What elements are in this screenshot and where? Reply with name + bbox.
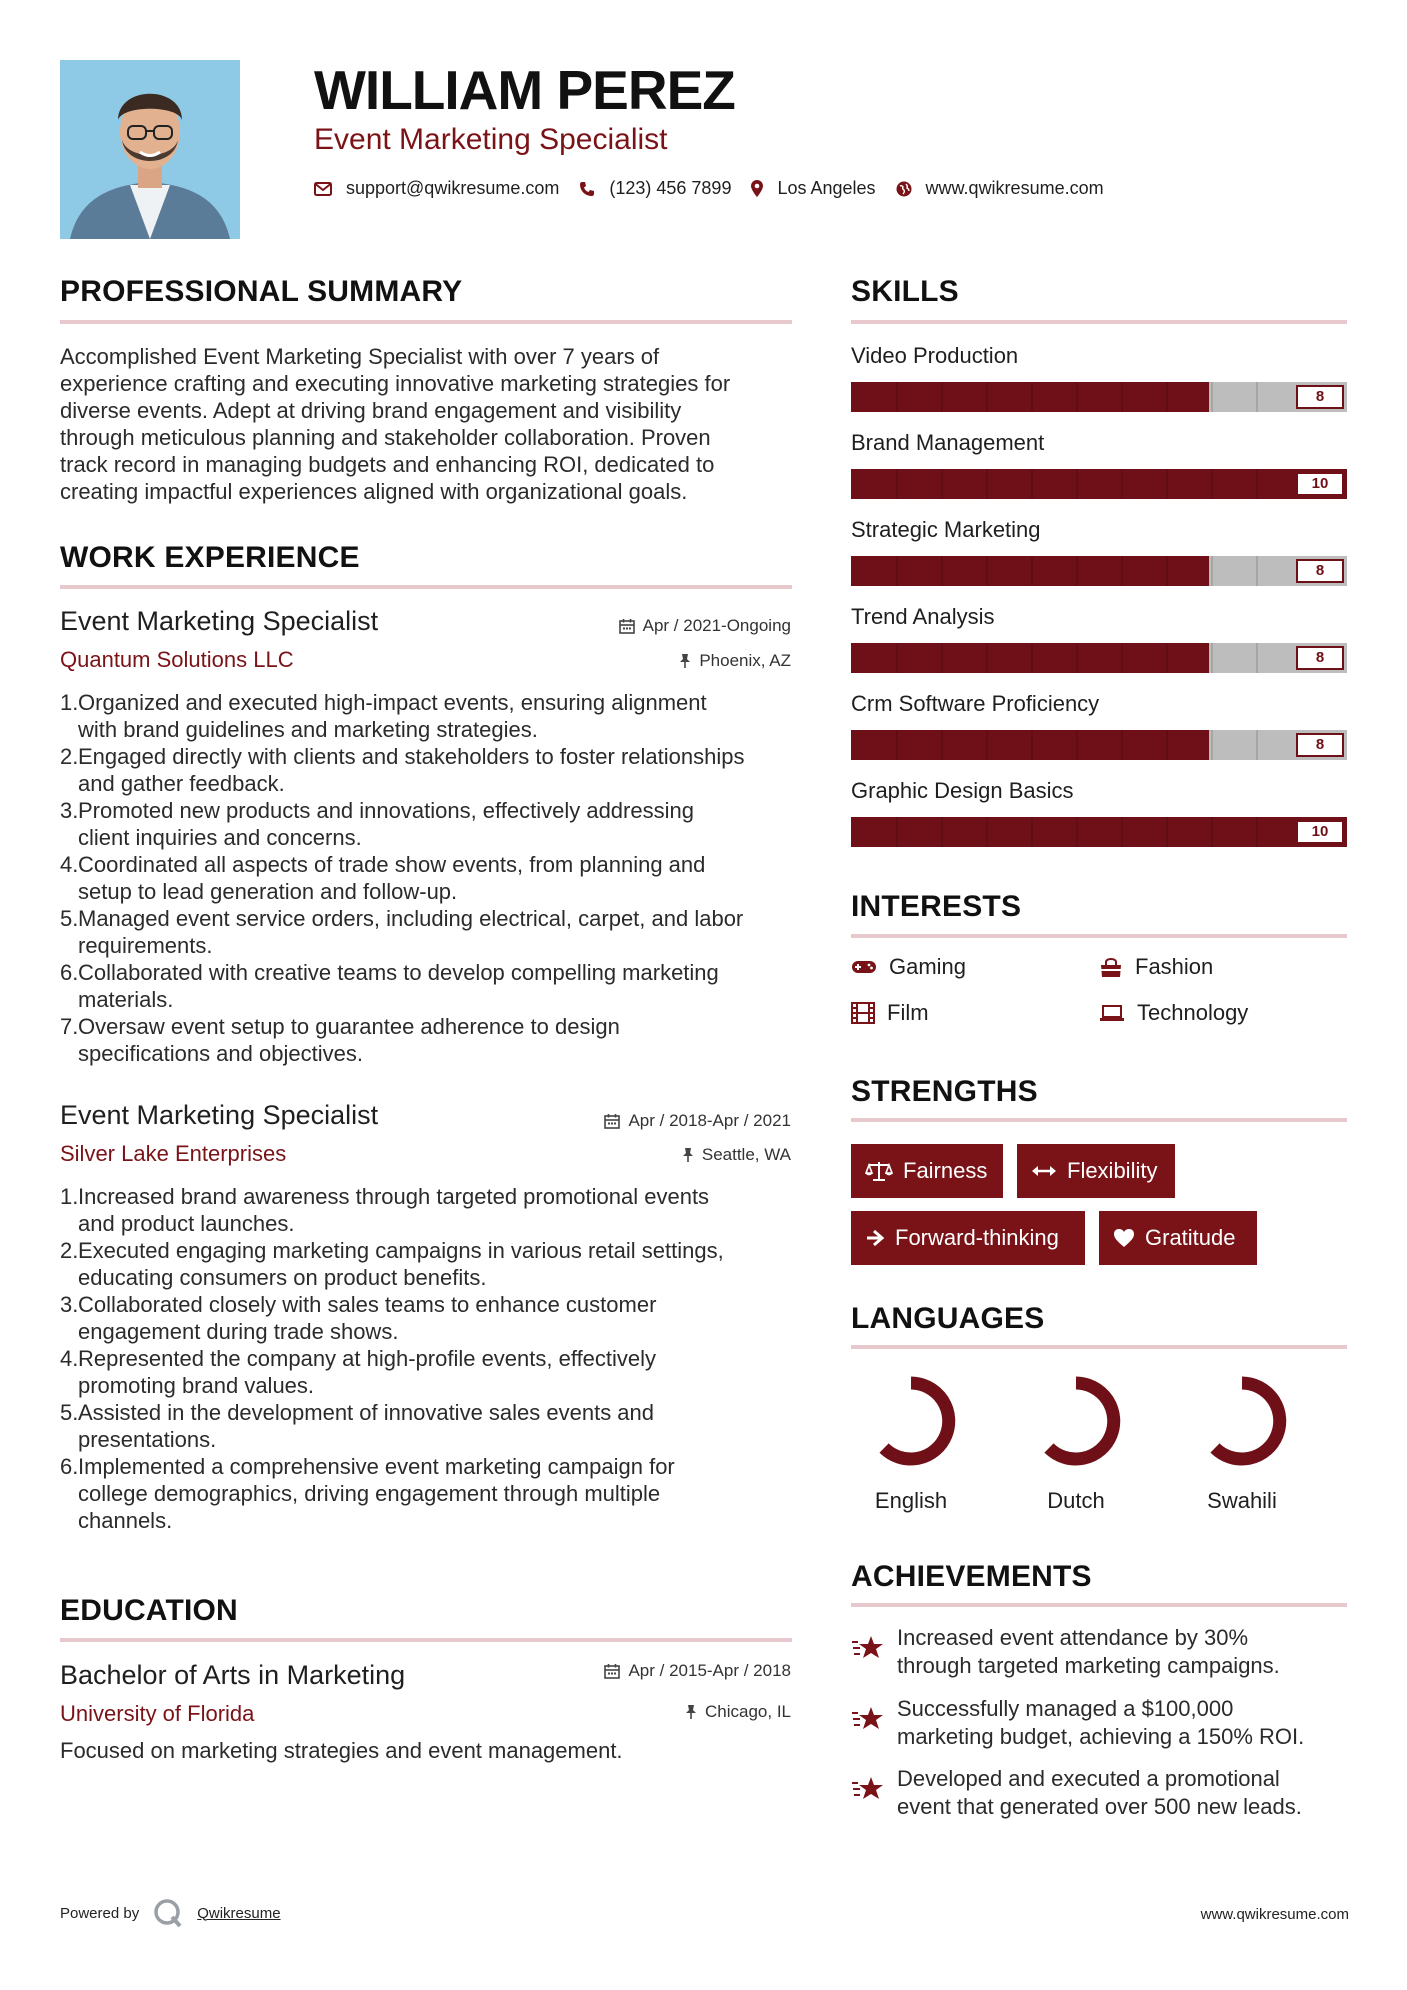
strength-fairness [851, 1144, 1003, 1198]
skill-bar-segment [1076, 730, 1078, 760]
skill-bar-segment [1211, 556, 1213, 586]
bullet-line: and gather feedback. [78, 771, 285, 796]
list-item: 4. Coordinated all aspects of trade show events, from planning and setup to lead generation and follow-up. [60, 852, 706, 904]
balance-scale-icon [865, 1160, 893, 1182]
summary-line: Accomplished Event Marketing Specialist with over 7 years of [60, 344, 660, 369]
summary-line: diverse events. Adept at driving brand engagement and visibility [60, 398, 682, 423]
bullet-line: Promoted new products and innovations, effectively addressing [78, 798, 694, 823]
skill-label: Video Production [851, 343, 1019, 368]
bullet-line: and product launches. [78, 1211, 295, 1236]
powered-by-text: Powered by [60, 1904, 140, 1922]
globe-icon [896, 181, 912, 197]
job-dates-text: Apr / 2018-Apr / 2021 [628, 1111, 791, 1130]
skill-bar-segment [896, 643, 898, 673]
skill-bar-segment [1166, 643, 1168, 673]
skill-bar-segment [1031, 469, 1033, 499]
bullet-line: Collaborated closely with sales teams to enhance customer [78, 1292, 657, 1317]
phone-text: (123) 456 7899 [609, 178, 732, 198]
skill-bar-segment [1211, 382, 1213, 412]
skill-level-badge: 10 [1296, 472, 1344, 496]
skill-bar-segment [896, 730, 898, 760]
shopping-bag-icon [1099, 956, 1123, 978]
skill-bar [851, 382, 1347, 412]
list-item: 4. Represented the company at high-profile events, effectively promoting brand values. [60, 1346, 657, 1398]
arrow-right-icon [865, 1229, 885, 1247]
arrows-horizontal-icon [1031, 1164, 1057, 1178]
skill-bar-segment [1031, 643, 1033, 673]
skill-bar [851, 469, 1347, 499]
experience-divider [60, 585, 792, 589]
skill-bar-segment [896, 556, 898, 586]
bullet-line: channels. [78, 1508, 173, 1533]
skill-bar-fill [851, 382, 1209, 412]
interest-gaming [851, 954, 966, 980]
achievement-line: Developed and executed a promotional [897, 1766, 1280, 1791]
skill-bar-segment [941, 817, 943, 847]
contact-phone[interactable] [579, 178, 731, 199]
job-location [682, 1145, 791, 1165]
degree-title: Bachelor of Arts in Marketing [60, 1660, 406, 1690]
summary-line: through meticulous planning and stakeholder collaboration. Proven [60, 425, 711, 450]
job-location [679, 651, 791, 671]
calendar-icon [604, 1113, 620, 1129]
summary-text [60, 343, 795, 505]
envelope-icon [314, 182, 332, 196]
star-icon [851, 1705, 885, 1733]
bullet-line: setup to lead generation and follow-up. [78, 879, 458, 904]
skill-bar-segment [1166, 469, 1168, 499]
calendar-icon [604, 1663, 620, 1679]
list-item: 5. Assisted in the development of innovative sales events and presentations. [60, 1400, 655, 1452]
job-company: Silver Lake Enterprises [60, 1141, 287, 1166]
list-item: 7. Oversaw event setup to guarantee adherence to design specifications and objectives. [60, 1014, 620, 1066]
language-english [856, 1373, 966, 1514]
language-label: Dutch [1047, 1488, 1105, 1513]
skill-label: Strategic Marketing [851, 517, 1041, 542]
achievement-line: event that generated over 500 new leads. [897, 1794, 1302, 1819]
location-text: Los Angeles [777, 178, 876, 198]
education-heading: EDUCATION [60, 1594, 238, 1627]
experience-heading: WORK EXPERIENCE [60, 541, 360, 574]
contact-bar [314, 178, 1124, 199]
skill-bar-segment [1031, 730, 1033, 760]
list-item: 3. Promoted new products and innovations, effectively addressing client inquiries and concerns. [60, 798, 694, 850]
heart-icon [1113, 1228, 1135, 1248]
pin-icon [685, 1704, 697, 1720]
education-dates [604, 1661, 791, 1681]
skill-label: Crm Software Proficiency [851, 691, 1100, 716]
skill-bar-segment [1211, 643, 1213, 673]
achievement-item [851, 1695, 1351, 1751]
bullet-line: presentations. [78, 1427, 217, 1452]
skill-bar-segment [1211, 817, 1213, 847]
job-company: Quantum Solutions LLC [60, 647, 294, 672]
education-divider [60, 1638, 792, 1642]
list-item: 2. Executed engaging marketing campaigns in various retail settings, educating consumers on product benefits. [60, 1238, 724, 1290]
skill-bar-segment [1256, 556, 1258, 586]
bullet-line: Collaborated with creative teams to develop compelling marketing [78, 960, 719, 985]
summary-divider [60, 320, 792, 324]
languages-heading: LANGUAGES [851, 1302, 1045, 1335]
summary-line: experience crafting and executing innovative marketing strategies for [60, 371, 731, 396]
skill-bar-segment [986, 556, 988, 586]
pin-icon [679, 653, 691, 669]
bullet-line: Represented the company at high-profile events, effectively [78, 1346, 657, 1371]
interest-label: Gaming [889, 954, 967, 979]
bullet-line: educating consumers on product benefits. [78, 1265, 487, 1290]
achievements-divider [851, 1603, 1347, 1607]
bullet-line: college demographics, driving engagement through multiple [78, 1481, 661, 1506]
language-label: Swahili [1207, 1488, 1277, 1513]
achievement-line: marketing budget, achieving a 150% ROI. [897, 1724, 1305, 1749]
job-dates [604, 1111, 791, 1131]
skill-bar-segment [1121, 730, 1123, 760]
skill-level-badge: 8 [1296, 385, 1344, 409]
email-text: support@qwikresume.com [346, 178, 560, 198]
skill-bar-segment [1121, 817, 1123, 847]
language-ring [1194, 1373, 1290, 1469]
interest-label: Film [887, 1000, 929, 1025]
skill-bar-segment [986, 643, 988, 673]
list-item: 6. Implemented a comprehensive event marketing campaign for college demographics, driving engagement through multiple channels. [60, 1454, 675, 1533]
achievements-heading: ACHIEVEMENTS [851, 1560, 1092, 1593]
skill-label: Graphic Design Basics [851, 778, 1074, 803]
contact-email[interactable] [314, 178, 559, 199]
strength-label: Forward-thinking [895, 1225, 1059, 1250]
skill-bar-segment [1256, 817, 1258, 847]
list-item: 1. Increased brand awareness through targeted promotional events and product launches. [60, 1184, 710, 1236]
skill-bar-segment [986, 469, 988, 499]
list-item: 3. Collaborated closely with sales teams to enhance customer engagement during trade shows. [60, 1292, 657, 1344]
interest-label: Fashion [1135, 954, 1214, 979]
summary-heading: PROFESSIONAL SUMMARY [60, 275, 463, 308]
skill-bar-segment [1166, 556, 1168, 586]
bullet-line: engagement during trade shows. [78, 1319, 399, 1344]
bullet-line: with brand guidelines and marketing strategies. [78, 717, 538, 742]
strength-label: Gratitude [1145, 1225, 1236, 1250]
language-label: English [874, 1488, 948, 1513]
phone-icon [579, 181, 595, 197]
skill-bar-fill [851, 817, 1347, 847]
bullet-line: promoting brand values. [78, 1373, 315, 1398]
skill-bar-segment [986, 817, 988, 847]
skill-bar-segment [1211, 730, 1213, 760]
job-title: Event Marketing Specialist [60, 1100, 379, 1130]
languages-divider [851, 1345, 1347, 1349]
skill-bar-segment [1211, 469, 1213, 499]
bullet-line: Organized and executed high-impact events, ensuring alignment [78, 690, 707, 715]
bullet-line: Managed event service orders, including electrical, carpet, and labor [78, 906, 744, 931]
skill-bar-segment [1121, 556, 1123, 586]
bullet-line: materials. [78, 987, 174, 1012]
skills-divider [851, 320, 1347, 324]
contact-website[interactable] [896, 178, 1104, 199]
profile-photo [60, 60, 240, 239]
job-location-text: Seattle, WA [701, 1145, 791, 1164]
summary-line: track record in managing budgets and enhancing ROI, dedicated to [60, 452, 715, 477]
bullet-line: Oversaw event setup to guarantee adherence to design [78, 1014, 620, 1039]
job-title: Event Marketing Specialist [60, 606, 379, 636]
interest-label: Technology [1137, 1000, 1249, 1025]
language-ring [1028, 1373, 1124, 1469]
website-text: www.qwikresume.com [925, 178, 1104, 198]
skills-heading: SKILLS [851, 275, 959, 308]
calendar-icon [619, 618, 635, 634]
map-marker-icon [751, 180, 763, 197]
skill-bar-segment [1076, 382, 1078, 412]
skill-level-badge: 8 [1296, 646, 1344, 670]
summary-line: creating impactful experiences aligned with organizational goals. [60, 479, 688, 504]
skill-bar-segment [941, 469, 943, 499]
gamepad-icon [851, 959, 877, 975]
skill-bar [851, 556, 1347, 586]
strengths-divider [851, 1118, 1347, 1122]
laptop-icon [1099, 1004, 1125, 1022]
skill-bar-segment [986, 730, 988, 760]
skill-bar-segment [1031, 382, 1033, 412]
skill-bar-segment [986, 382, 988, 412]
skill-bar-segment [1076, 556, 1078, 586]
qwikresume-logo-icon [153, 1898, 183, 1928]
skill-bar-segment [1031, 556, 1033, 586]
achievement-line: through targeted marketing campaigns. [897, 1653, 1280, 1678]
skill-bar-fill [851, 556, 1209, 586]
skill-bar-segment [1121, 382, 1123, 412]
footer-powered-by [60, 1898, 281, 1928]
interest-fashion [1099, 954, 1213, 980]
skill-bar-segment [1256, 382, 1258, 412]
achievement-line: Successfully managed a $100,000 [897, 1696, 1234, 1721]
skill-bar-segment [896, 469, 898, 499]
pin-icon [682, 1147, 694, 1163]
skill-bar-fill [851, 730, 1209, 760]
strength-forward-thinking [851, 1211, 1085, 1265]
skill-level-badge: 8 [1296, 559, 1344, 583]
skill-bar-segment [1076, 469, 1078, 499]
job-location-text: Phoenix, AZ [699, 651, 791, 670]
school-name: University of Florida [60, 1701, 255, 1726]
skill-level-badge: 10 [1296, 820, 1344, 844]
skill-bar-segment [1121, 469, 1123, 499]
education-location [685, 1702, 791, 1722]
skill-bar-segment [896, 817, 898, 847]
bullet-line: requirements. [78, 933, 213, 958]
job-bullets [60, 1183, 800, 1534]
skill-bar-segment [1166, 817, 1168, 847]
bullet-line: Increased brand awareness through targeted promotional events [78, 1184, 710, 1209]
skill-bar-segment [1166, 730, 1168, 760]
achievement-item [851, 1765, 1351, 1821]
skill-bar-segment [1121, 643, 1123, 673]
candidate-title: Event Marketing Specialist [314, 123, 668, 156]
skill-bar-fill [851, 643, 1209, 673]
skill-label: Trend Analysis [851, 604, 995, 629]
skill-bar-segment [941, 730, 943, 760]
film-icon [851, 1002, 875, 1024]
skill-level-badge: 8 [1296, 733, 1344, 757]
job-dates-text: Apr / 2021-Ongoing [642, 616, 791, 635]
interests-divider [851, 934, 1347, 938]
skill-bar [851, 730, 1347, 760]
skill-bar-segment [1166, 382, 1168, 412]
strength-label: Flexibility [1067, 1158, 1158, 1183]
strength-gratitude [1099, 1211, 1257, 1265]
skill-bar-fill [851, 469, 1347, 499]
strengths-heading: STRENGTHS [851, 1075, 1038, 1108]
list-item: 2. Engaged directly with clients and stakeholders to foster relationships and gather feedback. [60, 744, 745, 796]
job-dates [619, 616, 791, 636]
skill-bar-segment [1076, 817, 1078, 847]
interest-technology [1099, 1000, 1248, 1026]
skill-bar-segment [941, 382, 943, 412]
education-dates-text: Apr / 2015-Apr / 2018 [628, 1661, 791, 1680]
interest-film [851, 1000, 929, 1026]
job-bullets [60, 689, 800, 1067]
education-description: Focused on marketing strategies and event management. [60, 1738, 623, 1763]
contact-location [751, 178, 875, 199]
skill-bar [851, 643, 1347, 673]
list-item: 1. Organized and executed high-impact events, ensuring alignment with brand guidelines and marketing strategies. [60, 690, 707, 742]
skill-bar-segment [896, 382, 898, 412]
achievement-line: Increased event attendance by 30% [897, 1625, 1249, 1650]
skill-bar-segment [1031, 817, 1033, 847]
skill-bar-segment [941, 556, 943, 586]
list-item: 5. Managed event service orders, including electrical, carpet, and labor requirements. [60, 906, 744, 958]
bullet-line: Implemented a comprehensive event marketing campaign for [78, 1454, 675, 1479]
education-location-text: Chicago, IL [705, 1702, 791, 1721]
strength-flexibility [1017, 1144, 1175, 1198]
qwikresume-link[interactable]: Qwikresume [197, 1904, 281, 1922]
language-dutch [1021, 1373, 1131, 1514]
skill-bar-segment [1256, 730, 1258, 760]
bullet-line: Coordinated all aspects of trade show events, from planning and [78, 852, 706, 877]
language-ring [863, 1373, 959, 1469]
star-icon [851, 1775, 885, 1803]
footer-website[interactable]: www.qwikresume.com [1200, 1906, 1349, 1923]
star-icon [851, 1634, 885, 1662]
language-swahili [1187, 1373, 1297, 1514]
skill-bar [851, 817, 1347, 847]
skill-bar-segment [1256, 469, 1258, 499]
bullet-line: Engaged directly with clients and stakeholders to foster relationships [78, 744, 745, 769]
skill-bar-segment [1076, 643, 1078, 673]
bullet-line: specifications and objectives. [78, 1041, 363, 1066]
list-item: 6. Collaborated with creative teams to develop compelling marketing materials. [60, 960, 719, 1012]
bullet-line: Assisted in the development of innovative sales events and [78, 1400, 655, 1425]
candidate-name: WILLIAM PEREZ [314, 59, 735, 121]
achievement-item [851, 1624, 1351, 1680]
strength-label: Fairness [903, 1158, 988, 1183]
skill-bar-segment [941, 643, 943, 673]
interests-heading: INTERESTS [851, 890, 1022, 923]
skill-bar-segment [1256, 643, 1258, 673]
skill-label: Brand Management [851, 430, 1045, 455]
bullet-line: client inquiries and concerns. [78, 825, 362, 850]
bullet-line: Executed engaging marketing campaigns in various retail settings, [78, 1238, 724, 1263]
